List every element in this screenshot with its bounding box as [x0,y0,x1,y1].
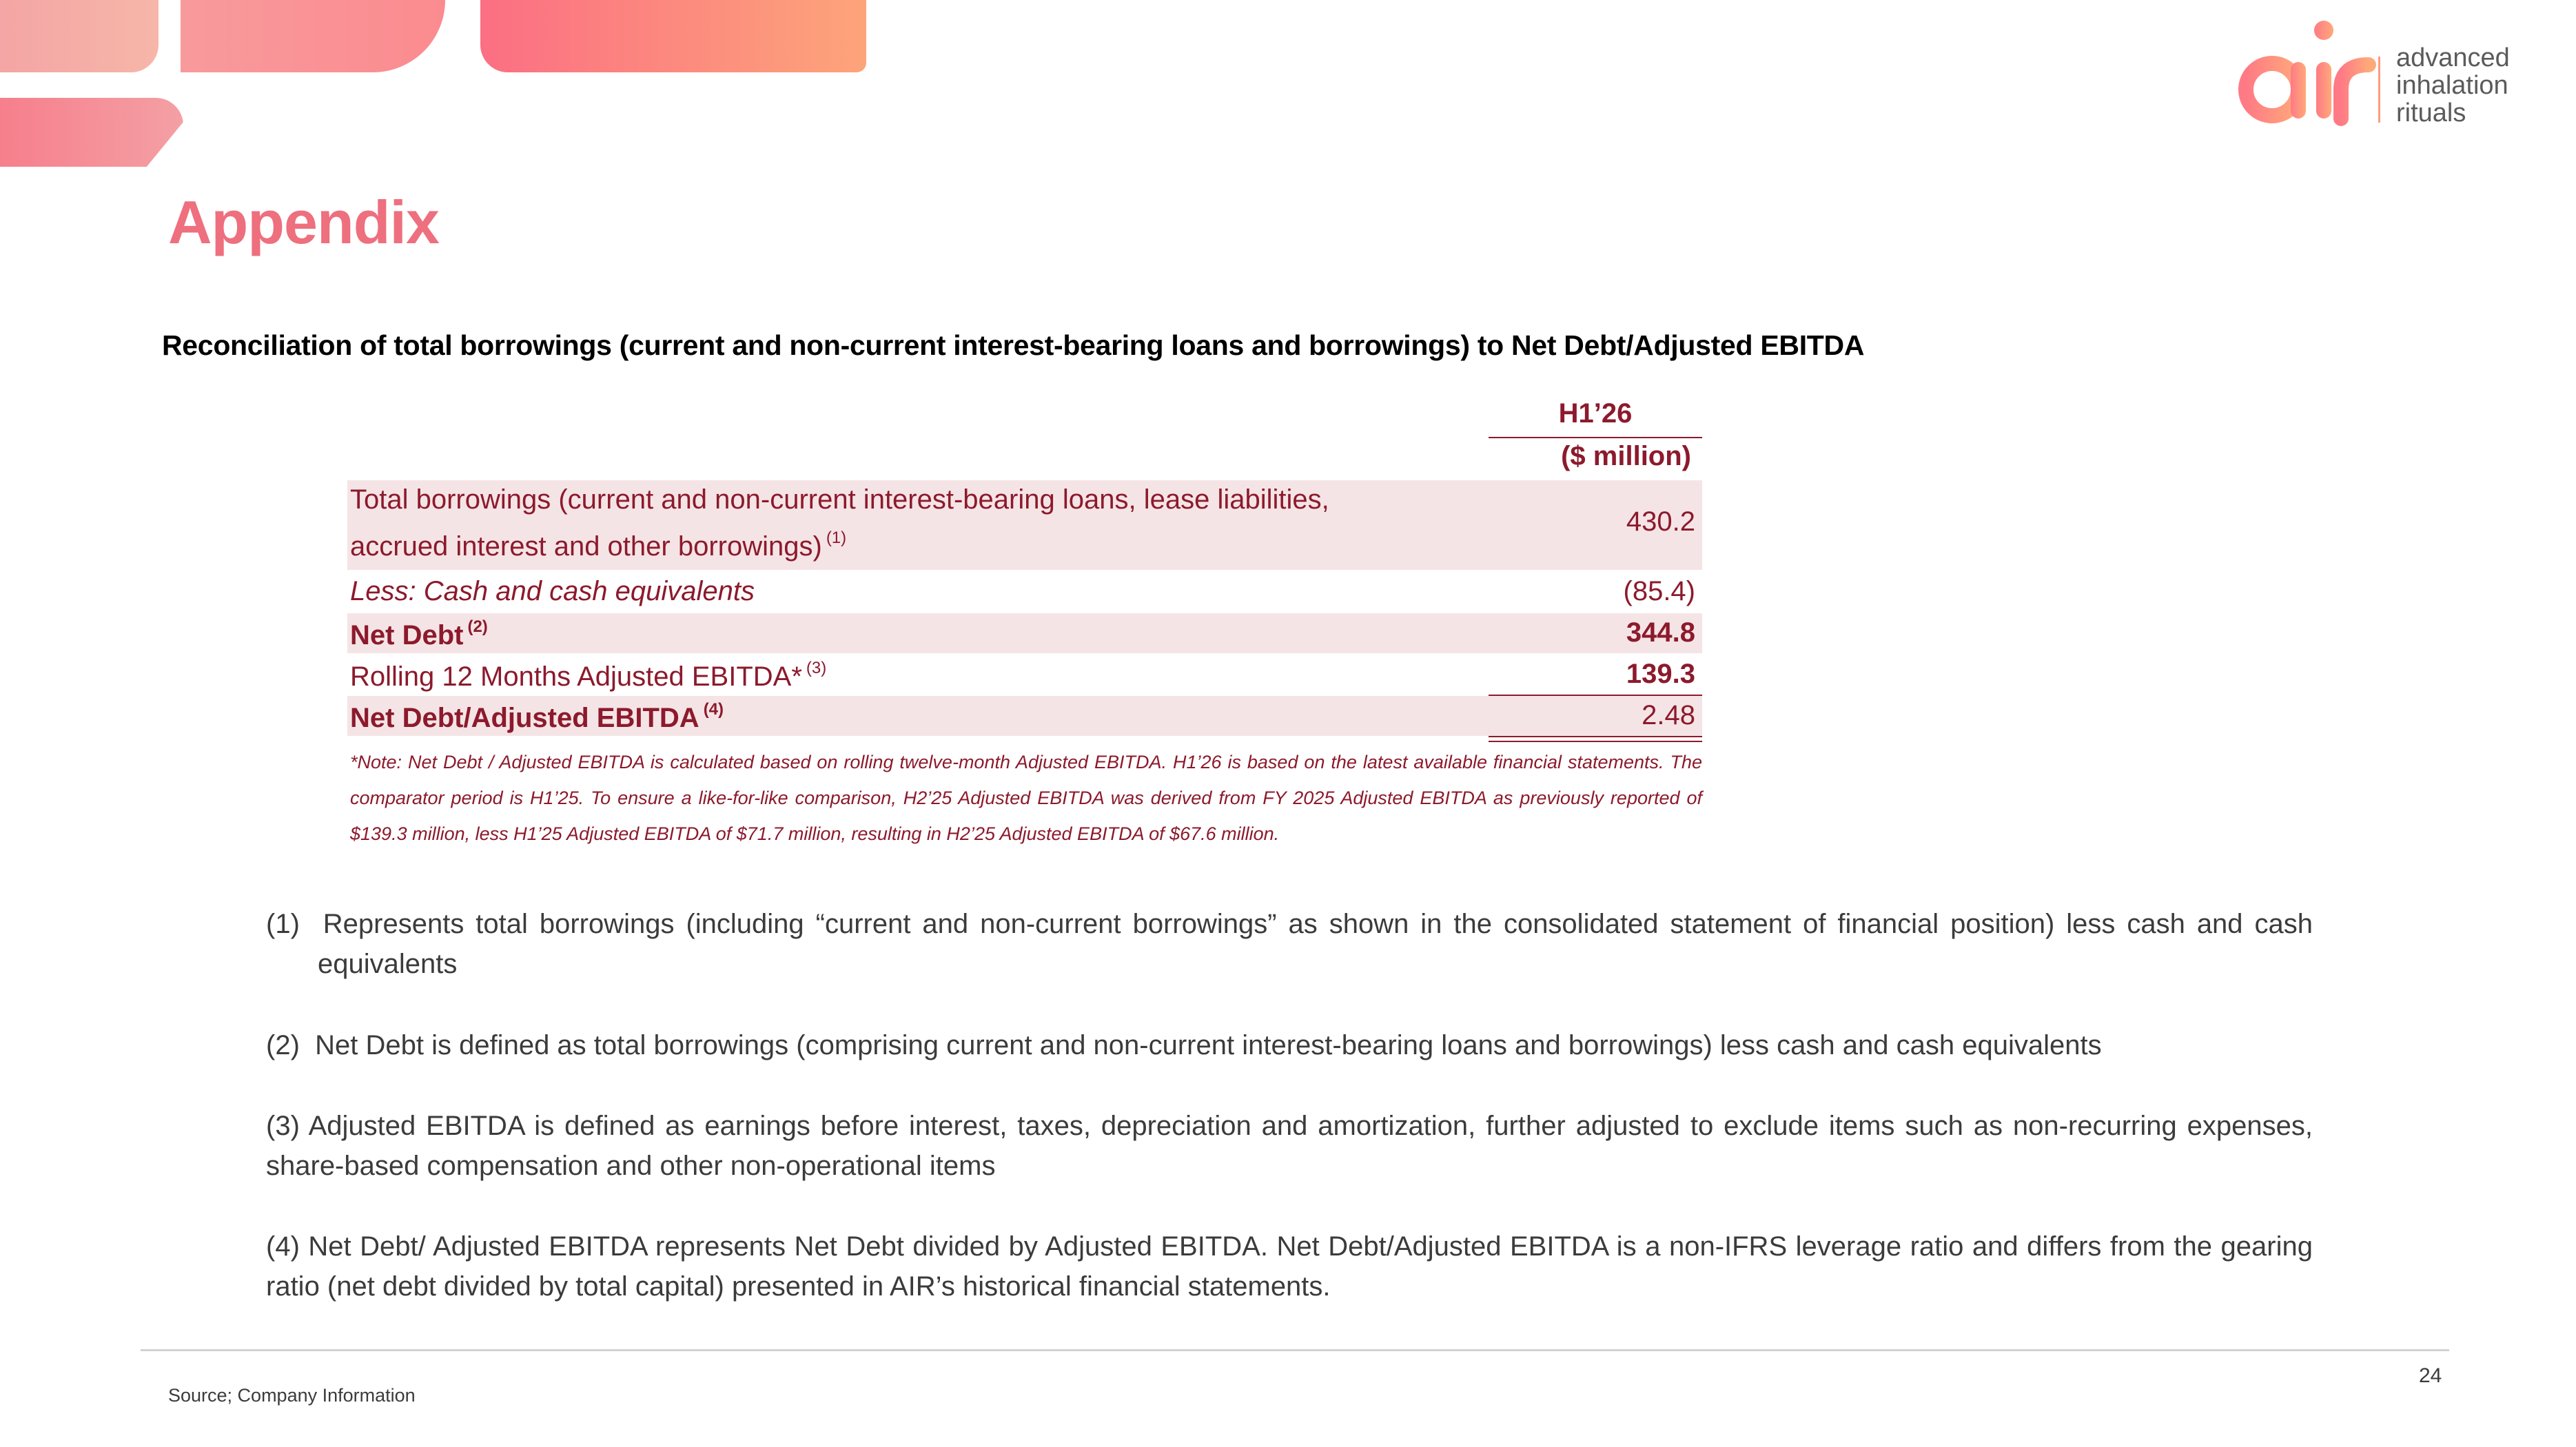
logo-tagline [2396,44,2510,127]
row-value: 344.8 [1626,617,1695,648]
decorative-shape [0,0,159,72]
row-label [350,617,488,651]
divider [1489,695,1702,696]
footer-divider [141,1349,2449,1351]
row-label: Less: Cash and cash equivalents [350,576,755,606]
divider [1489,736,1702,737]
decorative-shape [181,0,445,72]
row-label-continued [350,528,846,562]
footnote: (2) Net Debt is defined as total borrowings (comprising current and non-current interest-bearing loans and borrowings) less cash and cash equivalents [266,1030,2102,1060]
footnote-ref: (4) [703,700,724,719]
logo-line: inhalation [2396,71,2508,100]
row-label: Total borrowings (current and non-current interest-bearing loans, lease liabilities, [350,484,1329,515]
section-subtitle: Reconciliation of total borrowings (current and non-current interest-bearing loans and borrowings) to Net Debt/Adjusted EBITDA [162,329,1865,361]
logo-line: rituals [2396,99,2466,127]
table-note: *Note: Net Debt / Adjusted EBITDA is calculated based on rolling twelve-month Adjusted EBITDA. H1’26 is based on the latest available financial statements. The comparator period is H1’25. To ensure a like-for-like comparison, H2’25 Adjusted EBITDA was derived from FY 2025 Adjusted EBITDA as previously reported of $139.3 million, less H1’25 Adjusted EBITDA of $71.7 million, resulting in H2’25 Adjusted EBITDA of $67.6 million. [350,752,1702,844]
decorative-shape [480,0,866,72]
footnote: (3) Adjusted EBITDA is defined as earnings before interest, taxes, depreciation and amortization, further adjusted to exclude items such as non-recurring expenses, share-based compensation and other non-operational items [266,1111,2313,1181]
footnote: (4) Net Debt/ Adjusted EBITDA represents Net Debt divided by Adjusted EBITDA. Net Debt/Adjusted EBITDA is a non-IFRS leverage ratio and differs from the gearing ratio (net debt divided by total capital) presented in AIR’s historical financial statements. [266,1231,2313,1302]
page-number: 24 [2419,1364,2442,1387]
footnote: (1) Represents total borrowings (including “current and non-current borrowings” as shown in the consolidated statement of financial position) less cash and cash equivalents [266,909,2313,979]
column-unit: ($ million) [1561,441,1691,471]
row-label [350,659,826,692]
row-value: 2.48 [1642,700,1695,730]
decorative-shape [0,98,183,167]
source-note: Source; Company Information [168,1385,416,1406]
footnote-ref: (3) [806,659,827,677]
table-row [347,572,1702,612]
row-label-text: Net Debt/Adjusted EBITDA [350,703,699,733]
divider [1489,437,1702,438]
row-label-text: Net Debt [350,620,464,650]
row-value: (85.4) [1623,576,1695,606]
row-value: 430.2 [1626,506,1695,537]
table-row [347,696,1702,736]
row-label-text: accrued interest and other borrowings) [350,531,822,562]
table-row [347,480,1702,570]
divider [1489,741,1702,742]
table-row [347,655,1702,695]
row-label-text: Rolling 12 Months Adjusted EBITDA* [350,661,802,692]
table-row [347,613,1702,653]
logo-line: advanced [2396,43,2510,72]
row-label [350,700,724,734]
footnote-ref: (2) [467,617,488,636]
footnote-ref: (1) [826,528,847,547]
column-header: H1’26 [1558,398,1633,429]
row-value: 139.3 [1626,659,1695,689]
page-title: Appendix [168,188,439,256]
